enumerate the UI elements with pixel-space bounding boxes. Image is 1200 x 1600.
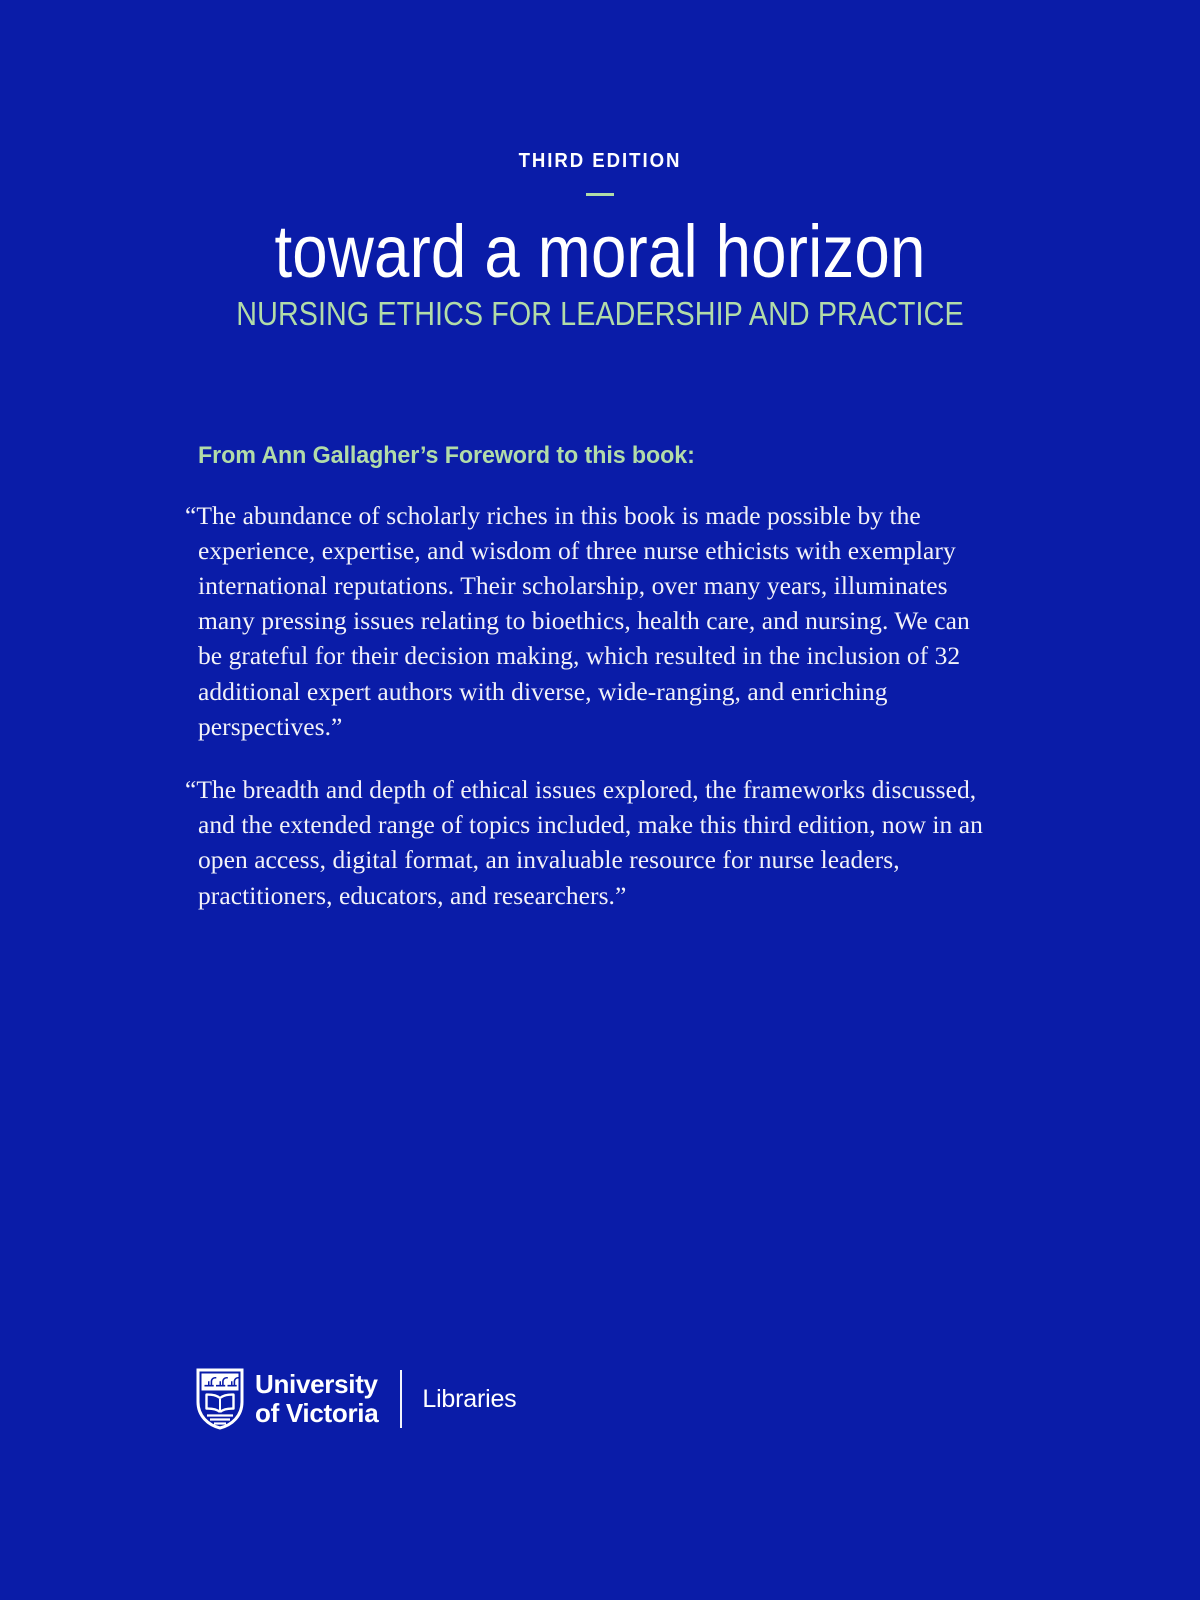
book-title: toward a moral horizon <box>274 210 926 293</box>
uvic-libraries-logo <box>196 1362 516 1436</box>
uvic-wordmark <box>255 1370 378 1428</box>
logo-divider <box>400 1370 402 1428</box>
uvic-shield-crest-icon <box>196 1368 244 1430</box>
uvic-wordmark-line-2: of Victoria <box>255 1398 379 1428</box>
foreword-heading: From Ann Gallagher’s Foreword to this book: <box>198 442 695 469</box>
uvic-wordmark-line-1: University <box>255 1369 378 1399</box>
foreword-quote: “The breadth and depth of ethical issues explored, the frameworks discussed, and the extended range of topics included, make this third edition, now in an open access, digital format, an invaluable resource for nurse leaders, practitioners, educators, and researchers.” <box>185 774 983 910</box>
edition-divider-rule <box>586 193 614 196</box>
foreword-quote-list <box>183 498 983 913</box>
edition-label: THIRD EDITION <box>518 150 682 172</box>
book-subtitle: NURSING ETHICS FOR LEADERSHIP AND PRACTICE <box>236 295 964 332</box>
foreword-quote: “The abundance of scholarly riches in this book is made possible by the experience, expertise, and wisdom of three nurse ethicists with exemplary international reputations. Their scholarship, over many years, illuminates many pressing issues relating to bioethics, health care, and nursing. We can be grateful for their decision making, which resulted in the inclusion of 32 additional expert authors with diverse, wide-ranging, and enriching perspectives.” <box>185 500 970 741</box>
cover-masthead <box>0 148 1200 333</box>
uvic-unit-label: Libraries <box>422 1384 517 1413</box>
foreword-section <box>183 440 983 938</box>
